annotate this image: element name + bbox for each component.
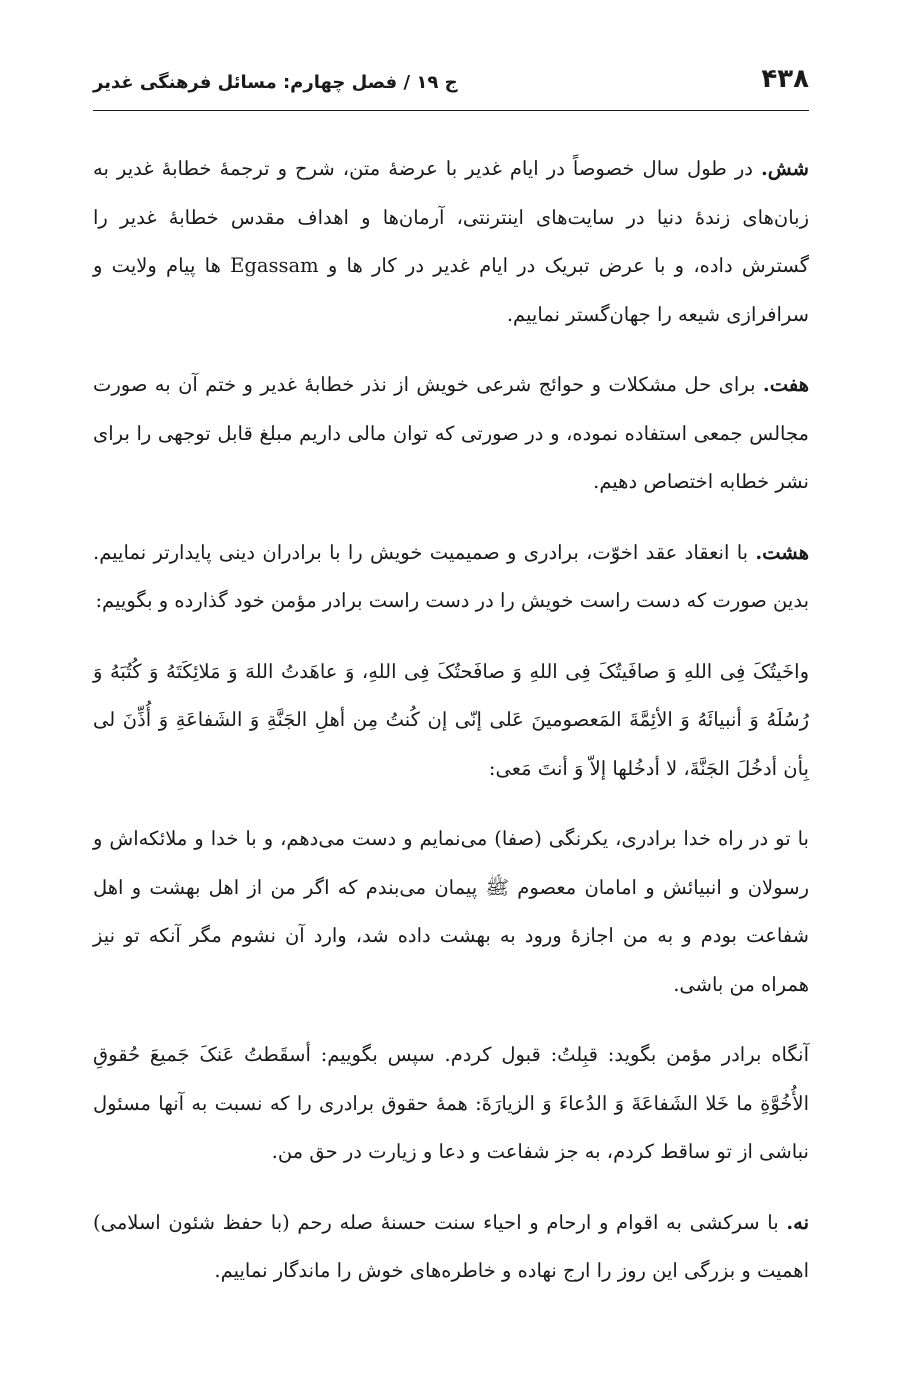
document-page bbox=[93, 60, 809, 1340]
paragraph-six bbox=[93, 145, 809, 339]
running-header bbox=[93, 60, 809, 111]
paragraph-text: آنگاه برادر مؤمن بگوید: قبِلتُ: قبول کردم. سپس بگوییم: أسقَطتُ عَنکَ جَمیعَ حُقوقِ الأُخُوَّةِ ما خَلا الشَفاعَةَ وَ الدُعاءَ وَ الزیارَةَ: همهٔ حقوق برادری را که نسبت به آنها مسئول نباشی از تو ساقط کردم، به جز شفاعت و دعا و زیارت در حق من. bbox=[93, 1043, 809, 1163]
paragraph-text: برای حل مشکلات و حوائج شرعی خویش از نذر خطابهٔ غدیر و ختم آن به صورت مجالس جمعی استفاده نموده، و در صورتی که توان مالی داریم مبلغ قابل توجهی را برای نشر خطابه اختصاص دهیم. bbox=[93, 373, 809, 493]
paragraph-lead: شش. bbox=[761, 157, 809, 180]
paragraph-lead: هشت. bbox=[755, 540, 809, 564]
page-number: ۴۳۸ bbox=[761, 64, 809, 94]
page-body bbox=[93, 145, 809, 1296]
paragraph-reply bbox=[93, 1031, 809, 1177]
paragraph-eight bbox=[93, 529, 809, 626]
running-header-title: ج ۱۹ / فصل چهارم: مسائل فرهنگی غدیر bbox=[93, 72, 458, 93]
paragraph-text: در طول سال خصوصاً در ایام غدیر با عرضهٔ متن، شرح و ترجمهٔ خطابهٔ غدیر به زبان‌های زندهٔ دنیا در سایت‌های اینترنتی، آرمان‌ها و اهداف مقدس خطابهٔ غدیر را گسترش داده، و با عرض تبریک در ایام غدیر در کار ها و Egassam ها پیام ولایت و سرافرازی شیعه را جهان‌گستر نماییم. bbox=[93, 157, 810, 326]
paragraph-text: با سرکشی به اقوام و ارحام و احیاء سنت حسنهٔ صله رحم (با حفظ شئون اسلامی) اهمیت و بزرگی این روز را ارج نهاده و خاطره‌های خوش را ماندگار نماییم. bbox=[93, 1210, 809, 1282]
paragraph-lead: هفت. bbox=[762, 373, 809, 396]
paragraph-text: با تو در راه خدا برادری، یکرنگی (صفا) می‌نمایم و دست می‌دهم، و با خدا و ملائکه‌اش و رسولان و انبیائش و امامان معصوم ﷺ پیمان می‌بندم که اگر من از اهل بهشت و اهل شفاعت بودم و به من اجازهٔ ورود به بهشت داده شد، وارد آن نشوم مگر آنکه تو نیز همراه من باشی. bbox=[93, 827, 809, 996]
covenant-translation bbox=[93, 815, 809, 1009]
paragraph-seven bbox=[93, 361, 809, 507]
paragraph-nine bbox=[93, 1199, 809, 1296]
paragraph-text: واخَیتُکَ فِی اللهِ وَ صافَیتُکَ فِی اللهِ وَ صافَحتُکَ فِی اللهِ، وَ عاهَدتُ اللهَ وَ مَلائِکَتَهُ وَ کُتُبَهُ وَ رُسُلَهُ وَ أنبیائَهُ وَ الأئِمَّةَ المَعصومینَ عَلی إنّی إن کُنتُ مِن أهلِ الجَنَّةِ وَ الشَفاعَةِ وَ أُذِّنَ لی بِأن أدخُلَ الجَنَّةَ، لا أدخُلها إلاّ وَ أنتَ مَعی: bbox=[93, 659, 809, 780]
paragraph-text: با انعقاد عقد اخوّت، برادری و صمیمیت خویش را با برادران دینی پایدارتر نماییم. بدین صورت که دست راست خویش را در دست راست برادر مؤمن خود گذارده و بگوییم: bbox=[93, 540, 809, 612]
paragraph-lead: نه. bbox=[786, 1210, 809, 1234]
arabic-covenant-text bbox=[93, 648, 809, 794]
